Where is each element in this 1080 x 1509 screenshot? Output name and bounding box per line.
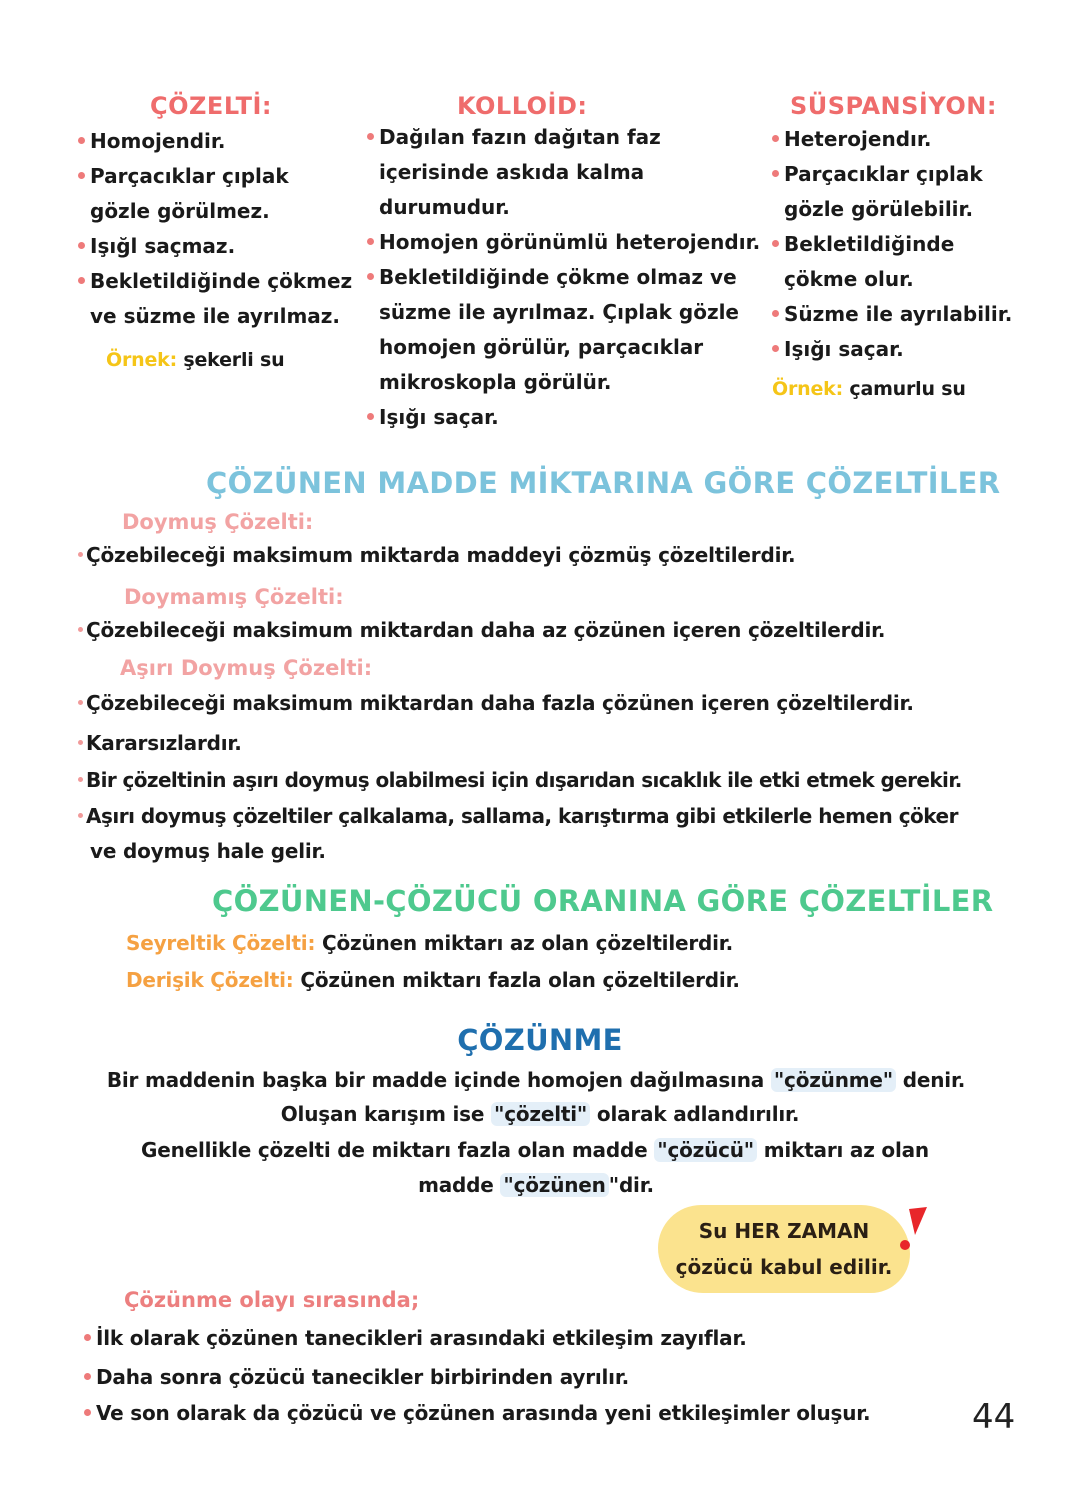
definition-line: Oluşan karışım ise "çözelti" olarak adlandırılır. bbox=[280, 1102, 800, 1126]
supersaturated-item: Kararsızlardır. bbox=[78, 726, 242, 761]
section-title-dissolution: ÇÖZÜNME bbox=[457, 1023, 623, 1057]
property-list bbox=[772, 122, 1052, 367]
page-number: 44 bbox=[972, 1397, 1016, 1437]
example bbox=[772, 372, 1052, 407]
definition-line: Bir maddenin başka bir madde içinde homojen dağılmasına "çözünme" denir. bbox=[106, 1068, 966, 1092]
supersaturated-item: Bir çözeltinin aşırı doymuş olabilmesi için dışarıdan sıcaklık ile etki etmek gerekir. bbox=[78, 763, 962, 798]
bullet-icon bbox=[78, 277, 85, 284]
dilute-row bbox=[126, 926, 733, 961]
list-item: Işığı saçar. bbox=[772, 332, 1052, 367]
highlighted-term: "çözünme" bbox=[771, 1068, 896, 1092]
process-item: Ve son olarak da çözücü ve çözünen arasında yeni etkileşimler oluşur. bbox=[84, 1396, 870, 1431]
note-line-1: Su HER ZAMAN bbox=[698, 1219, 870, 1243]
list-item: Parçacıklar çıplak gözle görülmez. bbox=[78, 159, 368, 229]
exclamation-icon bbox=[895, 1205, 931, 1255]
bullet-icon bbox=[78, 740, 83, 745]
bullet-icon bbox=[78, 242, 85, 249]
dilute-text: Çözünen miktarı az olan çözeltilerdir. bbox=[322, 931, 733, 955]
note-bubble bbox=[658, 1205, 910, 1293]
bullet-icon bbox=[367, 133, 374, 140]
list-item: Işığı saçar. bbox=[367, 400, 767, 435]
example-value: şekerli su bbox=[183, 349, 285, 371]
example bbox=[78, 343, 368, 378]
list-item: Dağılan fazın dağıtan faz içerisinde askıda kalma durumudur. bbox=[367, 120, 767, 225]
example-value: çamurlu su bbox=[849, 378, 966, 400]
concentrated-text: Çözünen miktarı fazla olan çözeltilerdir. bbox=[300, 968, 740, 992]
bullet-icon bbox=[772, 345, 779, 352]
process-item: Daha sonra çözücü tanecikler birbirinden ayrılır. bbox=[84, 1360, 629, 1395]
unsaturated-item: Çözebileceği maksimum miktardan daha az çözünen içeren çözeltilerdir. bbox=[78, 613, 885, 648]
highlighted-term: "çözelti" bbox=[491, 1102, 590, 1126]
list-item: Parçacıklar çıplak gözle görülebilir. bbox=[772, 157, 1052, 227]
supersaturated-item: Aşırı doymuş çözeltiler çalkalama, sallama, karıştırma gibi etkilerle hemen çöker bbox=[78, 799, 958, 834]
definition-line: Genellikle çözelti de miktarı fazla olan madde "çözücü" miktarı az olan bbox=[141, 1138, 929, 1162]
bullet-icon bbox=[84, 1409, 91, 1416]
note-line-2: çözücü kabul edilir. bbox=[675, 1255, 893, 1279]
list-item: Homojendir. bbox=[78, 124, 368, 159]
list-item: Heterojendır. bbox=[772, 122, 1052, 157]
highlighted-term: "çözünen bbox=[500, 1173, 608, 1197]
bullet-icon bbox=[78, 552, 83, 557]
bullet-icon bbox=[84, 1334, 91, 1341]
example-label: Örnek: bbox=[106, 349, 177, 371]
column-suspension bbox=[772, 90, 1052, 407]
process-item: İlk olarak çözünen tanecikleri arasındaki etkileşim zayıflar. bbox=[84, 1321, 747, 1356]
bullet-icon bbox=[367, 238, 374, 245]
bullet-icon bbox=[84, 1373, 91, 1380]
section-title-amount: ÇÖZÜNEN MADDE MİKTARINA GÖRE ÇÖZELTİLER bbox=[206, 466, 1001, 500]
dilute-label: Seyreltik Çözelti: bbox=[126, 931, 316, 955]
supersaturated-item: Çözebileceği maksimum miktardan daha fazla çözünen içeren çözeltilerdir. bbox=[78, 686, 914, 721]
saturated-item: Çözebileceği maksimum miktarda maddeyi çözmüş çözeltilerdir. bbox=[78, 538, 795, 573]
column-title: SÜSPANSİYON: bbox=[790, 92, 997, 120]
column-title: ÇÖZELTİ: bbox=[150, 92, 273, 120]
column-solution bbox=[78, 90, 368, 378]
bullet-icon bbox=[772, 170, 779, 177]
property-list bbox=[78, 124, 368, 334]
bullet-icon bbox=[78, 777, 83, 782]
example-label: Örnek: bbox=[772, 378, 843, 400]
highlighted-term: "çözücü" bbox=[654, 1138, 757, 1162]
list-item: Işığl saçmaz. bbox=[78, 229, 368, 264]
concentrated-label: Derişik Çözelti: bbox=[126, 968, 294, 992]
supersaturated-item-cont: ve doymuş hale gelir. bbox=[90, 839, 326, 863]
list-item: Bekletildiğinde çökme olur. bbox=[772, 227, 1052, 297]
unsaturated-label: Doymamış Çözelti: bbox=[124, 585, 344, 609]
list-item: Bekletildiğinde çökmez ve süzme ile ayrılmaz. bbox=[78, 264, 368, 334]
process-label: Çözünme olayı sırasında; bbox=[124, 1288, 420, 1312]
bullet-icon bbox=[367, 413, 374, 420]
bullet-icon bbox=[78, 813, 83, 818]
bullet-icon bbox=[772, 310, 779, 317]
column-colloid bbox=[367, 90, 767, 435]
concentrated-row bbox=[126, 963, 740, 998]
bullet-icon bbox=[78, 700, 83, 705]
bullet-icon bbox=[772, 240, 779, 247]
list-item: Homojen görünümlü heterojendır. bbox=[367, 225, 767, 260]
bullet-icon bbox=[78, 627, 83, 632]
column-title: KOLLOİD: bbox=[457, 92, 588, 120]
bullet-icon bbox=[78, 172, 85, 179]
bullet-icon bbox=[367, 273, 374, 280]
section-title-ratio: ÇÖZÜNEN-ÇÖZÜCÜ ORANINA GÖRE ÇÖZELTİLER bbox=[212, 884, 994, 918]
list-item: Bekletildiğinde çökme olmaz ve süzme ile ayrılmaz. Çıplak gözle homojen görülür, parçacıklar mikroskopla görülür. bbox=[367, 260, 767, 400]
supersaturated-label: Aşırı Doymuş Çözelti: bbox=[120, 656, 373, 680]
definition-line: madde "çözünen "dir. bbox=[418, 1173, 654, 1197]
bullet-icon bbox=[78, 137, 85, 144]
list-item: Süzme ile ayrılabilir. bbox=[772, 297, 1052, 332]
saturated-label: Doymuş Çözelti: bbox=[122, 510, 314, 534]
property-list bbox=[367, 120, 767, 435]
bullet-icon bbox=[772, 135, 779, 142]
